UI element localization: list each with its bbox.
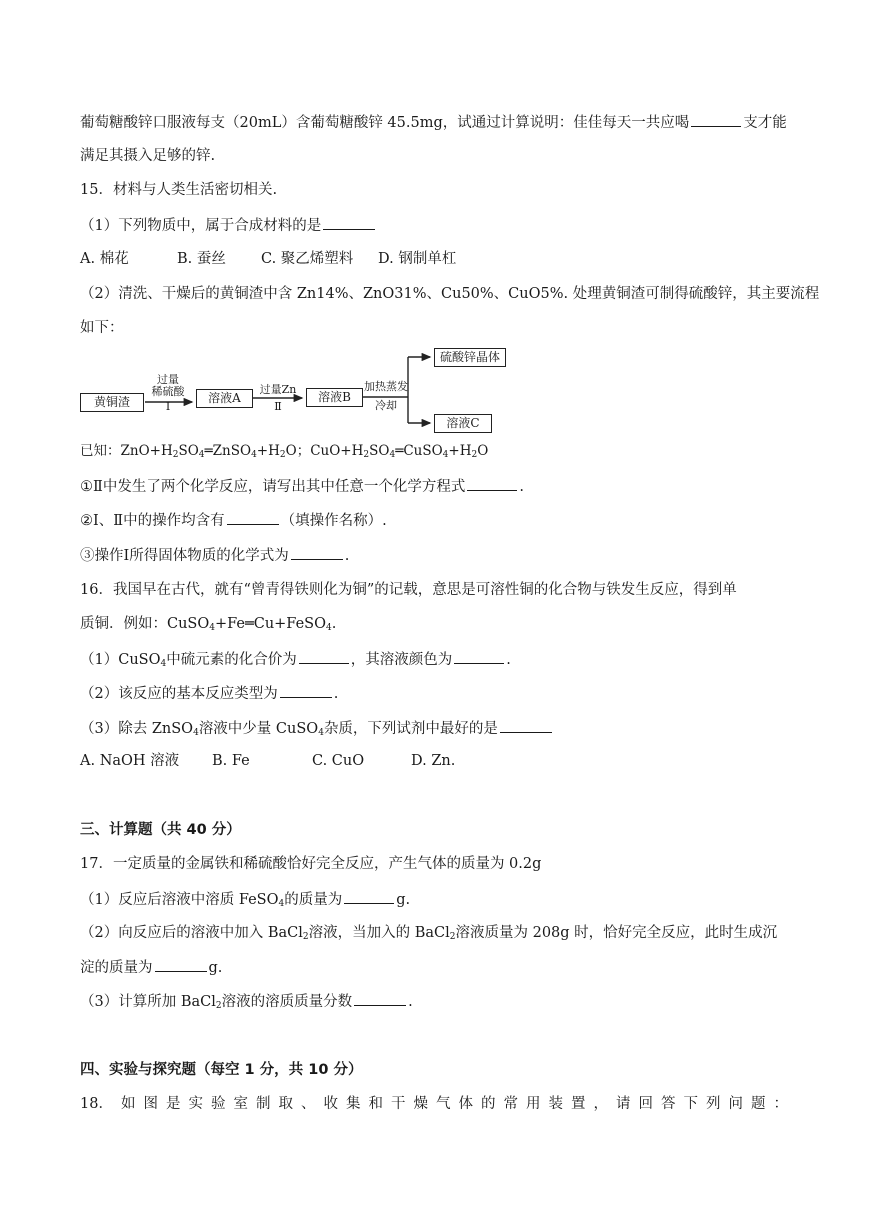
section-4-heading: 四、实验与探究题（每空 1 分，共 10 分）: [80, 1062, 363, 1078]
answer-blank[interactable]: [155, 957, 207, 972]
q18-char: 用: [525, 1096, 541, 1112]
q18-char: 验: [210, 1096, 226, 1112]
answer-blank[interactable]: [299, 649, 349, 664]
q17-sub2-line2: [80, 957, 222, 978]
q15-sub2-line1: （2）清洗、干燥后的黄铜渣中含 Zn14%、ZnO31%、Cu50%、CuO5%. 处理黄铜渣可制得硫酸锌，其主要流程: [80, 286, 820, 302]
q18-char: 取: [278, 1096, 293, 1112]
equation-2: [310, 443, 488, 459]
eq1-part: +H: [256, 443, 280, 459]
answer-blank[interactable]: [280, 683, 332, 698]
q17-sub3-text: （3）计算所加 BaCl: [80, 994, 216, 1010]
q18-char: 制: [255, 1096, 271, 1112]
q18-char: 室: [233, 1096, 248, 1112]
q17-sub3: [80, 991, 413, 1016]
q18-char: ：: [773, 1096, 788, 1112]
step3-op-1: 加热蒸发: [364, 380, 408, 393]
q16-sub2: [80, 683, 338, 704]
q18-char: 列: [705, 1096, 721, 1112]
eq1-part: ═ZnSO: [204, 443, 252, 459]
step1-reagent-1: 过量: [157, 373, 179, 386]
item1-text: ①Ⅱ中发生了两个化学反应，请写出其中任意一个化学方程式: [80, 479, 466, 495]
q17-sub1-sub: 4: [278, 899, 285, 909]
option-d: D. Zn.: [411, 753, 456, 769]
q17-sub3-text: 溶液的溶质质量分数: [221, 994, 353, 1010]
box-zinc-sulfate-crystal: 硫酸锌晶体: [434, 348, 506, 367]
section-3-heading: 三、计算题（共 40 分）: [80, 822, 241, 838]
q18-char: 气: [435, 1096, 451, 1112]
q17-sub1-text: （1）反应后溶液中溶质 FeSO: [80, 892, 279, 908]
q17-sub1-text: 的质量为: [284, 892, 343, 908]
option-a: A. 棉花: [80, 251, 129, 267]
equation-1: [121, 443, 311, 459]
q14-text: 葡萄糖酸锌口服液每支（20mL）含葡萄糖酸锌 45.5mg，试通过计算说明：佳佳每天一共应喝: [80, 115, 690, 131]
q16-sub1-end: .: [506, 652, 511, 668]
answer-blank[interactable]: [323, 215, 375, 230]
eq2-part: SO: [369, 443, 390, 459]
q14-line2: 满足其摄入足够的锌.: [80, 148, 216, 164]
q18-char: 18．: [80, 1096, 113, 1112]
q16-sub2-text: （2）该反应的基本反应类型为: [80, 686, 278, 702]
q18-char: 常: [503, 1096, 518, 1112]
eq1-sub: 4: [198, 450, 205, 460]
option-c: C. 聚乙烯塑料: [261, 251, 354, 267]
q16-sub1-text: 中硫元素的化合价为: [166, 652, 297, 668]
answer-blank[interactable]: [344, 889, 394, 904]
q18-char: 体: [458, 1096, 473, 1112]
process-flow-diagram: [80, 345, 510, 437]
eq1-part: SO: [178, 443, 199, 459]
q15-sub1: [80, 215, 377, 236]
q17-sub2-text: 溶液质量为 208g 时，恰好完全反应，此时生成沉: [455, 925, 778, 941]
q16-sub1: [80, 649, 511, 674]
q18-char: 的: [480, 1096, 496, 1112]
q18-char: 问: [728, 1096, 743, 1112]
eq2-part: +H: [448, 443, 472, 459]
step2-roman: Ⅱ: [274, 400, 282, 413]
q16-sub1-text: ，其溶液颜色为: [350, 652, 453, 668]
answer-blank[interactable]: [454, 649, 504, 664]
q17-sub2-sub: 2: [302, 932, 309, 942]
q16-sub1-text: （1）CuSO: [80, 652, 161, 668]
q16-sub3-text: 溶液中少量 CuSO: [198, 721, 319, 737]
q17-sub2-text: 淀的质量为: [80, 960, 153, 976]
q18-char: 是: [165, 1096, 181, 1112]
q16-eq-end: .: [331, 616, 337, 632]
q16-line2: [80, 614, 336, 638]
q18-char: 置: [570, 1096, 586, 1112]
q18-char: 装: [548, 1096, 563, 1112]
q18-char: 图: [143, 1096, 158, 1112]
option-a: A. NaOH 溶液: [80, 753, 180, 769]
step2-label: [254, 383, 302, 413]
q16-sub3-sub: 4: [193, 728, 199, 738]
q15-title: 15．材料与人类生活密切相关.: [80, 182, 278, 198]
eq2-part: ═CuSO: [395, 443, 443, 459]
q15-sub2-line2: 如下：: [80, 320, 124, 336]
q15-item3: [80, 545, 349, 566]
q18-char: 题: [750, 1096, 766, 1112]
option-d: D. 钢制单杠: [378, 251, 457, 267]
q16-sub3-text: （3）除去 ZnSO: [80, 721, 194, 737]
answer-blank[interactable]: [500, 718, 552, 733]
eq1-sub: 4: [251, 450, 257, 460]
q18-char: 集: [345, 1096, 361, 1112]
q17-title: 17．一定质量的金属铁和稀硫酸恰好完全反应，产生气体的质量为 0.2g: [80, 856, 542, 872]
eq1-part: O；: [285, 443, 311, 459]
eq1-sub: 2: [279, 450, 286, 460]
eq1-part: ZnO+H: [120, 443, 173, 459]
eq2-part: O: [477, 443, 489, 459]
q17-sub2-line1: [80, 923, 777, 947]
q15-options: [80, 249, 456, 269]
q16-sub1-sub: 4: [160, 659, 167, 669]
q18-char: ，: [593, 1096, 608, 1112]
q17-sub2-text: （2）向反应后的溶液中加入 BaCl: [80, 925, 303, 941]
step1-roman: Ⅰ: [165, 400, 171, 413]
q14-line1: [80, 112, 787, 133]
box-solution-b: 溶液B: [306, 388, 363, 407]
eq2-sub: 2: [363, 450, 370, 460]
item2-text: ②Ⅰ、Ⅱ中的操作均含有: [80, 513, 225, 529]
q17-sub3-sub: 2: [215, 1001, 222, 1011]
q17-sub2-text: 溶液，当加入的 BaCl: [308, 925, 450, 941]
q15-item2: [80, 510, 387, 531]
eq2-part: CuO+H: [310, 443, 364, 459]
answer-blank[interactable]: [227, 510, 279, 525]
eq2-sub: 4: [389, 450, 396, 460]
step2-reagent: 过量Zn: [259, 383, 297, 396]
q16-sub3-sub: 4: [318, 728, 324, 738]
q18-char: 、: [300, 1096, 316, 1112]
item3-end: .: [344, 548, 350, 564]
q18-char: 答: [660, 1096, 676, 1112]
q18-char: 回: [638, 1096, 653, 1112]
step1-reagent-2: 稀硫酸: [151, 385, 185, 398]
q17-sub3-end: .: [408, 994, 413, 1010]
item1-end: .: [519, 479, 524, 495]
eq2-sub: 2: [471, 450, 478, 460]
known-prefix: 已知：: [80, 443, 121, 459]
q16-eq-sub: 4: [209, 623, 215, 633]
box-brass-residue: 黄铜渣: [80, 393, 144, 412]
q16-eq-part: +Fe═Cu+FeSO: [215, 616, 326, 632]
q16-options: [80, 751, 455, 771]
q17-sub1: [80, 889, 410, 914]
answer-blank[interactable]: [354, 991, 406, 1006]
answer-blank[interactable]: [691, 112, 741, 127]
eq1-sub: 2: [172, 450, 179, 460]
known-equations: [80, 441, 488, 465]
q16-line1: 16．我国早在古代，就有“曾青得铁则化为铜”的记载，意思是可溶性铜的化合物与铁发生反应，得到单: [80, 582, 737, 598]
q17-sub1-end: g.: [396, 892, 411, 908]
option-b: B. Fe: [212, 753, 250, 769]
q18-char: 收: [323, 1096, 338, 1112]
answer-blank[interactable]: [467, 476, 517, 491]
q15-sub1-text: （1）下列物质中，属于合成材料的是: [80, 218, 322, 234]
q18-line1: [80, 1094, 788, 1114]
option-b: B. 蚕丝: [177, 251, 226, 267]
q18-char: 燥: [413, 1096, 428, 1112]
item3-text: ③操作Ⅰ所得固体物质的化学式为: [80, 548, 289, 564]
step3-label: [364, 380, 408, 412]
q16-sub2-end: .: [333, 686, 339, 702]
q18-char: 和: [368, 1096, 383, 1112]
step1-label: [146, 373, 190, 413]
q16-eq-sub: 4: [325, 623, 332, 633]
answer-blank[interactable]: [291, 545, 343, 560]
q16-sub3-text: 杂质，下列试剂中最好的是: [323, 721, 498, 737]
q16-eq-part: 质铜．例如：CuSO: [80, 616, 210, 632]
box-solution-a: 溶液A: [196, 389, 253, 408]
eq2-sub: 4: [442, 450, 449, 460]
q18-char: 实: [188, 1096, 203, 1112]
q15-item1: [80, 476, 524, 497]
q18-char: 干: [390, 1096, 406, 1112]
option-c: C. CuO: [312, 753, 365, 769]
step3-op-2: 冷却: [375, 399, 397, 412]
item2-end: （填操作名称）.: [280, 513, 387, 529]
box-solution-c: 溶液C: [434, 414, 492, 433]
q18-char: 如: [120, 1096, 136, 1112]
q18-char: 下: [683, 1096, 698, 1112]
q16-sub3: [80, 718, 554, 743]
q17-sub2-sub: 2: [449, 932, 456, 942]
q14-text-end: 支才能: [743, 115, 787, 131]
q18-char: 请: [615, 1096, 631, 1112]
q17-sub2-end: g.: [208, 960, 223, 976]
